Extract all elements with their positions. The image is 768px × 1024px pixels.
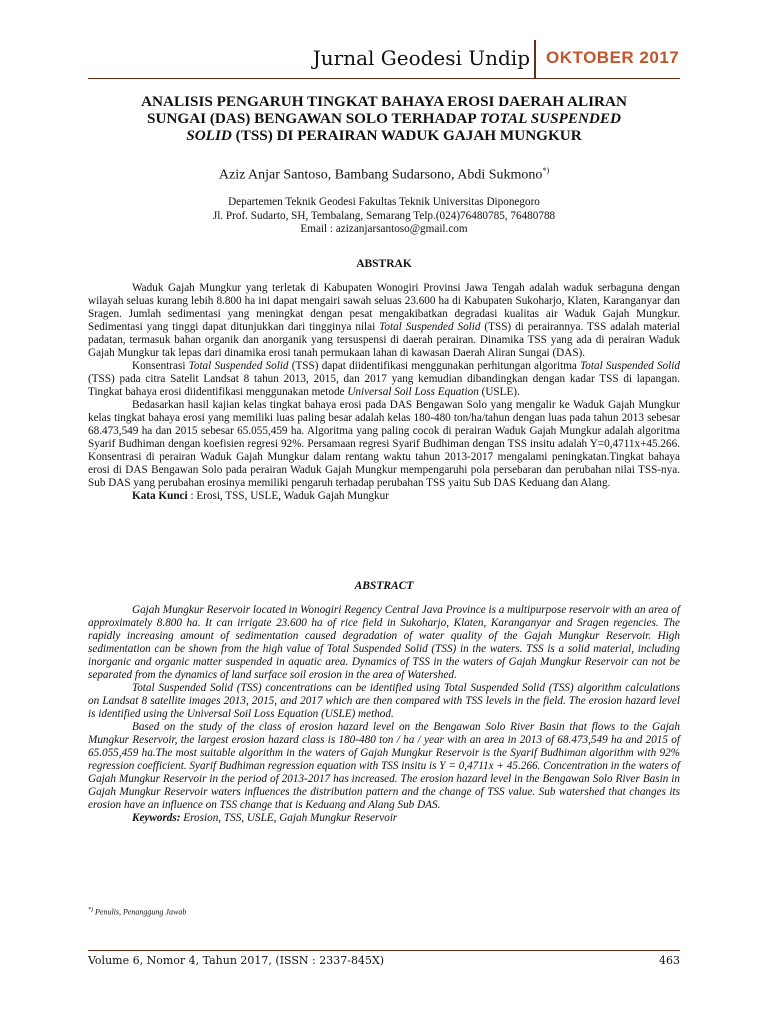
- affiliation-department: Departemen Teknik Geodesi Fakultas Teknik Universitas Diponegoro: [228, 196, 540, 208]
- abstract-paragraph-2: Total Suspended Solid (TSS) concentrations can be identified using Total Suspended Solid (TSS) algorithm calculations on Landsat 8 satellite images 2013, 2015, and 2017 which are then compared with TSS levels in the field. The erosion hazard level is identified using the Universal Soil Loss Equation (USLE) method.: [88, 682, 680, 720]
- header-rule: [88, 78, 680, 79]
- journal-name: Jurnal Geodesi Undip: [312, 46, 530, 70]
- abstract-heading: ABSTRACT: [354, 580, 414, 592]
- abstrak-paragraph-2: Konsentrasi Total Suspended Solid (TSS) dapat diidentifikasi menggunakan perhitungan algoritma Total Suspended Solid (TSS) pada citra Satelit Landsat 8 tahun 2013, 2015, dan 2017 yang kemudian dibandingkan dengan kadar TSS di lapangan. Tingkat bahaya erosi diidentifikasi menggunakan metode Universal Soil Loss Equation (USLE).: [88, 360, 680, 398]
- affiliation-address: Jl. Prof. Sudarto, SH, Tembalang, Semarang Telp.(024)76480785, 76480788: [212, 209, 556, 222]
- keywords: Keywords: Erosion, TSS, USLE, Gajah Mungkur Reservoir: [132, 812, 398, 824]
- title-line-3: SOLID (TSS) DI PERAIRAN WADUK GAJAH MUNGKUR: [186, 127, 582, 144]
- paper-title: [96, 93, 672, 144]
- abstrak-heading: ABSTRAK: [356, 258, 412, 270]
- issue-month: OKTOBER 2017: [546, 48, 680, 67]
- author-list: Aziz Anjar Santoso, Bambang Sudarsono, Abdi Sukmono*): [218, 166, 550, 183]
- affiliation: [88, 196, 680, 237]
- footer-rule: [88, 950, 680, 951]
- title-line-1: ANALISIS PENGARUH TINGKAT BAHAYA EROSI DAERAH ALIRAN: [141, 93, 627, 110]
- journal-header: [0, 40, 768, 80]
- volume-info: Volume 6, Nomor 4, Tahun 2017, (ISSN : 2337-845X): [88, 954, 385, 967]
- page-number: 463: [659, 954, 680, 967]
- abstrak-paragraph-1: Waduk Gajah Mungkur yang terletak di Kabupaten Wonogiri Provinsi Jawa Tengah adalah waduk serbaguna dengan wilayah seluas kurang lebih 8.800 ha ini dapat mengairi sawah seluas 23.600 ha di Kabupaten Sukoharjo, Klaten, Karanganyar dan Sragen. Jumlah sedimentasi yang meningkat dengan pesat mengakibatkan degradasi kualitas air Waduk Gajah Mungkur. Sedimentasi yang tinggi dapat ditunjukkan dari tingginya nilai Total Suspended Solid (TSS) di perairannya. TSS adalah material padatan, termasuk bahan organik dan anorganik yang tersuspensi di daerah perairan. Dinamika TSS yang ada di perairan Waduk Gajah Mungkur tak lepas dari dinamika erosi tanah permukaan lahan di kawasan Daerah Aliran Sungai (DAS).: [88, 282, 680, 359]
- title-line-2: SUNGAI (DAS) BENGAWAN SOLO TERHADAP TOTAL SUSPENDED: [147, 110, 621, 127]
- abstract-paragraph-3: Based on the study of the class of erosion hazard level on the Bengawan Solo River Basin that flows to the Gajah Mungkur Reservoir, the largest erosion hazard class is 180-480 ton / ha / year with an area in 2013 of 68.473,549 ha and 2015 of 65.055,459 ha.The most suitable algorithm in the waters of Gajah Mungkur Reservoir is the Syarif Budhiman algorithm with 92% regression coefficient. Syarif Budhiman regression equation with TSS insitu is Y = 0,4711x + 45.266. Concentration in the waters of Gajah Mungkur Reservoir in the period of 2013-2017 has increased. The erosion hazard level in the Bengawan Solo River Basin in Gajah Mungkur Reservoir waters influences the distribution pattern and the change of TSS value. Sub watershed that changes its erosion have an influence on TSS change that is Keduang and Alang Sub DAS.: [88, 721, 680, 811]
- footnote: *) Penulis, Penanggung Jawab: [88, 907, 187, 917]
- header-divider: [534, 40, 536, 78]
- abstract-body: [88, 604, 680, 825]
- abstrak-paragraph-3: Bedasarkan hasil kajian kelas tingkat bahaya erosi pada DAS Bengawan Solo yang mengalir ke Waduk Gajah Mungkur kelas tingkat bahaya erosi yang memiliki luas paling besar adalah kelas 180-480 ton/ha/tahun dengan luas pada tahun 2013 sebesar 68.473,549 ha dan 2015 sebesar 65.055,459 ha. Algoritma yang paling cocok di perairan Waduk Gajah Mungkur adalah algoritma Syarif Budhiman dengan koefisien regresi 92%. Persamaan regresi Syarif Budhiman dengan TSS insitu adalah Y=0,4711x+45.266. Konsentrasi di perairan Waduk Gajah Mungkur dalam rentang waktu tahun 2013-2017 mengalami peningkatan.Tingkat bahaya erosi di DAS Bengawan Solo pada perairan Waduk Gajah Mungkur mempengaruhi pola persebaran dan perubahan nilai TSS-nya. Sub DAS yang perubahan erosinya memiliki pengaruh terhadap perubahan TSS yaitu Sub DAS Keduang dan Alang.: [88, 399, 680, 489]
- abstrak-body: [88, 282, 680, 503]
- author-footnote-mark: *): [542, 166, 550, 175]
- affiliation-email: Email : azizanjarsantoso@gmail.com: [300, 223, 468, 236]
- kata-kunci: Kata Kunci : Erosi, TSS, USLE, Waduk Gajah Mungkur: [132, 490, 389, 502]
- abstract-paragraph-1: Gajah Mungkur Reservoir located in Wonogiri Regency Central Java Province is a multipurpose reservoir with an area of approximately 8.800 ha. It can irrigate 23.600 ha of rice field in Sukoharjo, Klaten, Karanganyar and Sragen regencies. The rapidly increasing amount of sedimentation caused degradation of water quality of the Gajah Mungkur Reservoir. High sedimentation can be shown from the high value of Total Suspended Solid (TSS) in the waters. TSS is a solid material, including inorganic and organic matter suspended in aquatic area. Dynamics of TSS in the waters of Gajah Mungkur Reservoir can not be separated from the dynamics of land surface soil erosion in the area of Watershed.: [88, 604, 680, 681]
